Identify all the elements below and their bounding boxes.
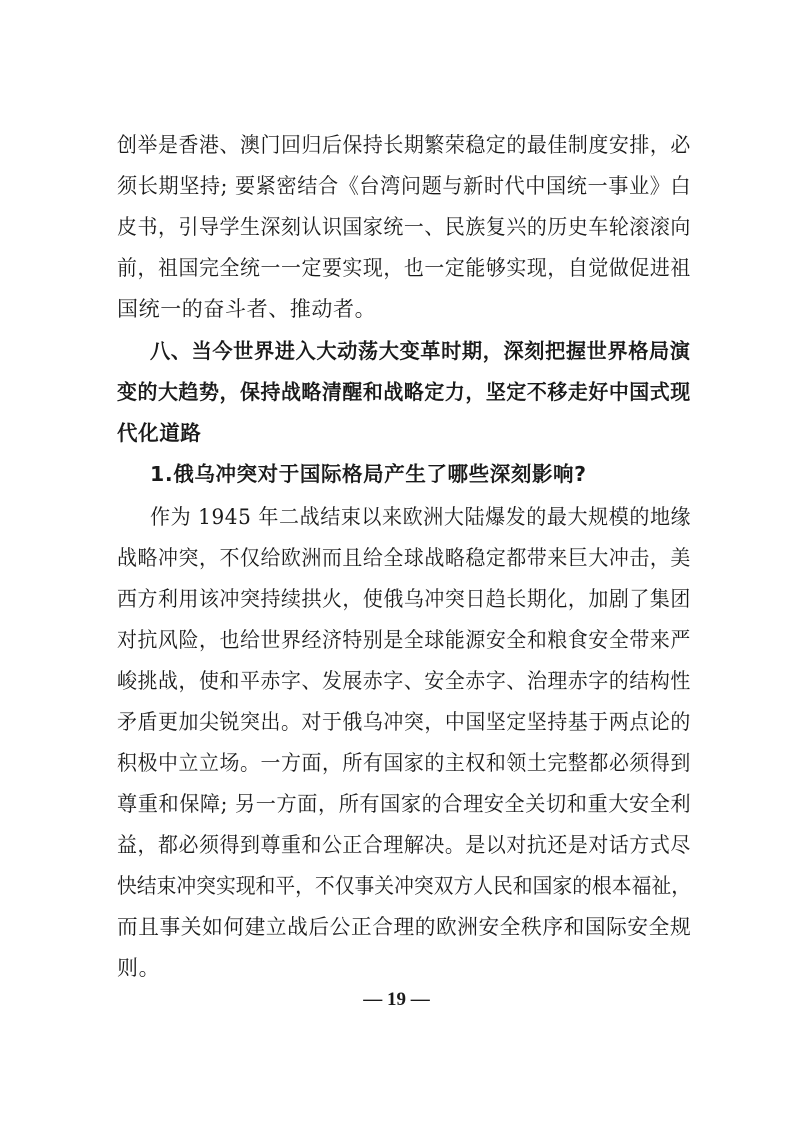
- paragraph-line: 皮书，引导学生深刻认识国家统一、民族复兴的历史车轮滚滚向: [117, 215, 691, 239]
- paragraph-line: 战略冲突，不仅给欧洲而且给全球战略稳定都带来巨大冲击，美: [117, 546, 691, 570]
- paragraph-line: 尊重和保障; 另一方面，所有国家的合理安全关切和重大安全利: [117, 792, 692, 816]
- paragraph-line: 则。: [117, 956, 161, 980]
- paragraph-line: 快结束冲突实现和平，不仅事关冲突双方人民和国家的根本福祉，: [117, 874, 691, 898]
- section-heading-line: 八、当今世界进入大动荡大变革时期，深刻把握世界格局演: [150, 339, 691, 363]
- paragraph-line: 峻挑战，使和平赤字、发展赤字、安全赤字、治理赤字的结构性: [117, 669, 691, 693]
- paragraph-line: 作为 1945 年二战结束以来欧洲大陆爆发的最大规模的地缘: [150, 505, 692, 529]
- paragraph-line: 创举是香港、澳门回归后保持长期繁荣稳定的最佳制度安排，必: [117, 133, 691, 157]
- section-heading-line: 代化道路: [117, 421, 202, 445]
- paragraph-line: 须长期坚持; 要紧密结合《台湾问题与新时代中国统一事业》白: [117, 174, 692, 198]
- paragraph-line: 矛盾更加尖锐突出。对于俄乌冲突，中国坚定坚持基于两点论的: [117, 710, 691, 734]
- paragraph-line: 益，都必须得到尊重和公正合理解决。是以对抗还是对话方式尽: [117, 833, 691, 857]
- page-number: — 19 —: [363, 989, 430, 1010]
- section-heading-line: 变的大趋势，保持战略清醒和战略定力，坚定不移走好中国式现: [117, 380, 691, 404]
- paragraph-line: 而且事关如何建立战后公正合理的欧洲安全秩序和国际安全规: [117, 915, 692, 939]
- paragraph-line: 前，祖国完全统一一定要实现，也一定能够实现，自觉做促进祖: [117, 256, 691, 280]
- paragraph-line: 国统一的奋斗者、推动者。: [117, 297, 377, 321]
- paragraph-line: 积极中立立场。一方面，所有国家的主权和领土完整都必须得到: [117, 751, 691, 775]
- paragraph-line: 西方利用该冲突持续拱火，使俄乌冲突日趋长期化，加剧了集团: [117, 587, 691, 611]
- question-heading: 1.俄乌冲突对于国际格局产生了哪些深刻影响?: [150, 462, 587, 486]
- paragraph-line: 对抗风险，也给世界经济特别是全球能源安全和粮食安全带来严: [117, 628, 691, 652]
